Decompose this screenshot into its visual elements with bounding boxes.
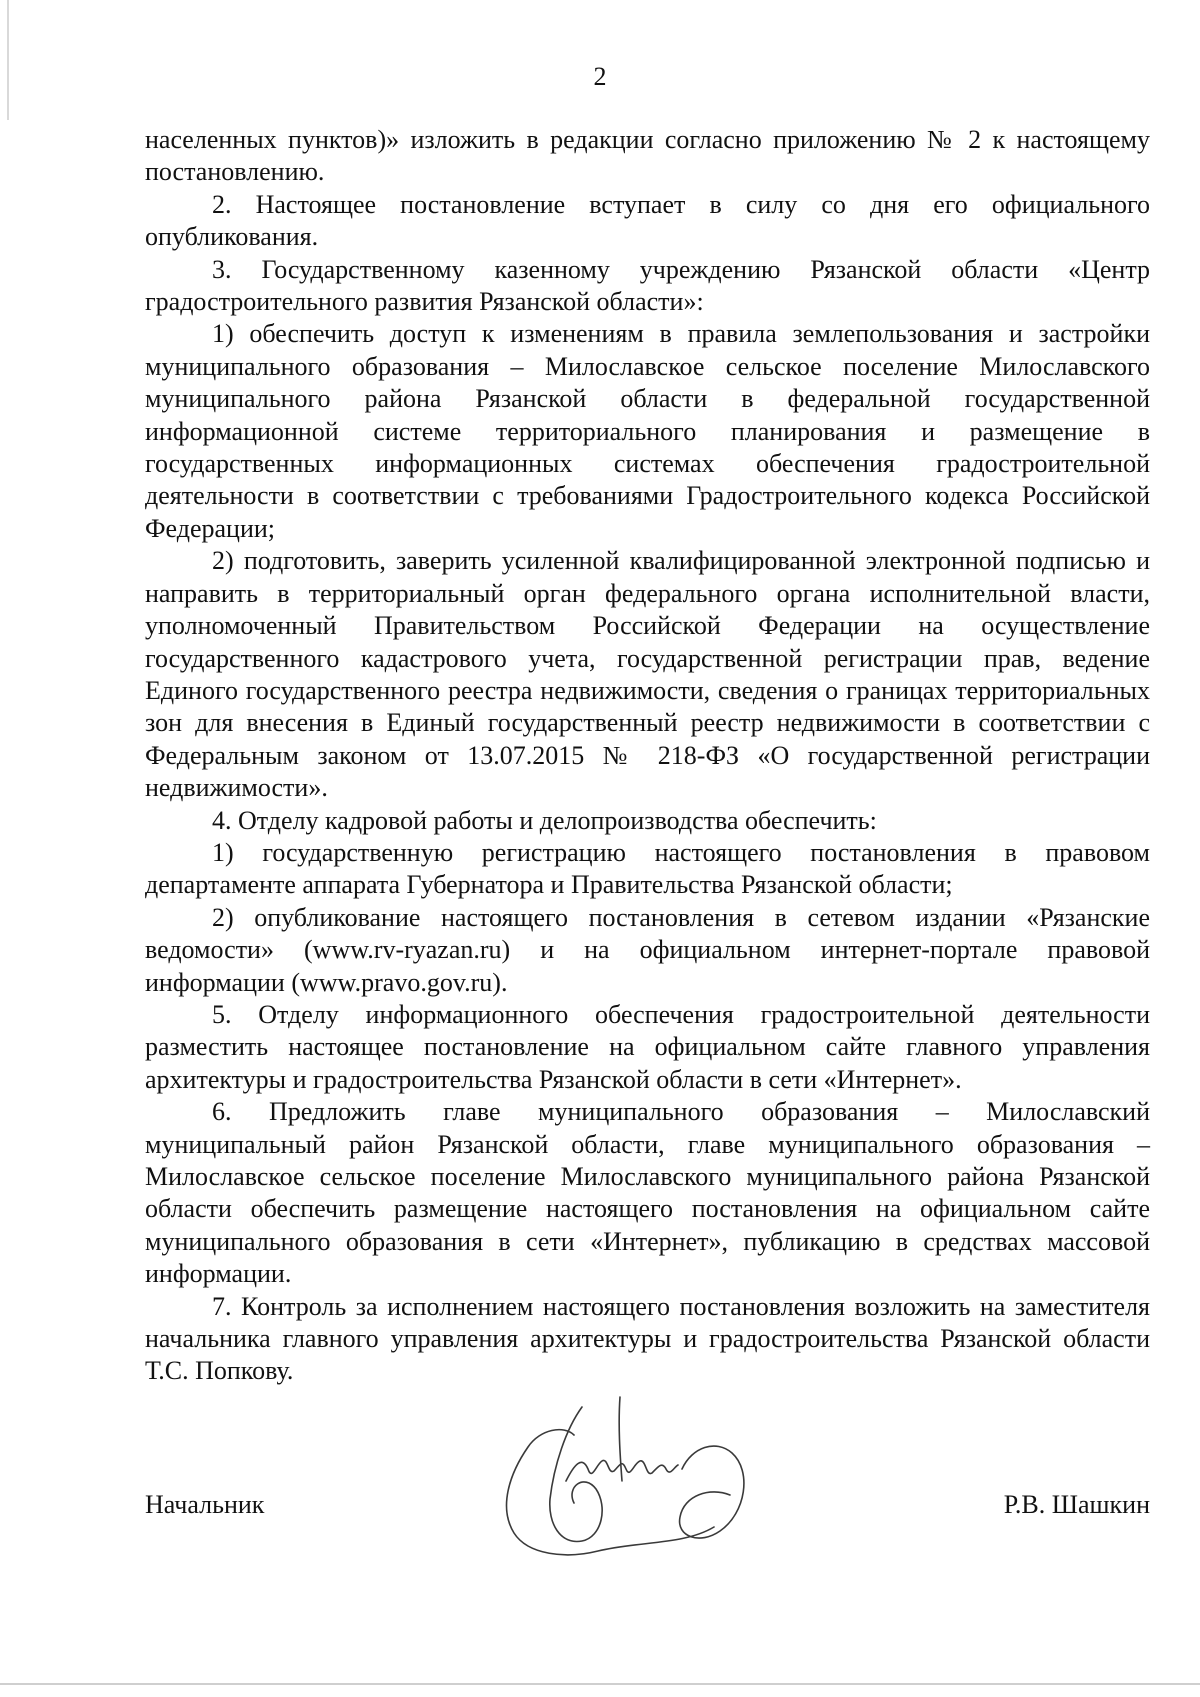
paragraph-item-3-2: 2) подготовить, заверить усиленной квалифицированной электронной подписью и направить в территориальный орган федерального органа исполнительной власти, уполномоченный Правительством Российской Федерации на осуществление государственного кадастрового учета, государственной регистрации прав, ведение Единого государственного реестра недвижимости, сведения о границах территориальных зон для внесения в Единый государственный реестр недвижимости в соответствии с Федеральным законом от 13.07.2015 № 218-ФЗ «О государственной регистрации недвижимости». bbox=[145, 546, 1150, 803]
paragraph-item-3-1: 1) обеспечить доступ к изменениям в правила землепользования и застройки муниципального образования – Милославское сельское поселение Милославского муниципального района Рязанской области в федеральной государственной информационной системе территориального планирования и размещение в государственных информационных системах обеспечения градостроительной деятельности в соответствии с требованиями Градостроительного кодекса Российской Федерации; bbox=[145, 319, 1150, 543]
signatory-position: Начальник bbox=[145, 1490, 265, 1519]
document-body bbox=[145, 124, 1150, 1388]
signature-block bbox=[145, 1490, 1150, 1530]
scan-edge-bottom bbox=[0, 1683, 1200, 1685]
paragraph-item-4-1: 1) государственную регистрацию настоящего постановления в правовом департаменте аппарата Губернатора и Правительства Рязанской области; bbox=[145, 837, 1150, 900]
paragraph-item-3: 3. Государственному казенному учреждению Рязанской области «Центр градостроительного развития Рязанской области»: bbox=[145, 254, 1150, 317]
handwritten-signature bbox=[470, 1395, 770, 1565]
paragraph-item-7: 7. Контроль за исполнением настоящего постановления возложить на заместителя начальника главного управления архитектуры и градостроительства Рязанской области Т.С. Попкову. bbox=[145, 1291, 1150, 1386]
signatory-name: Р.В. Шашкин bbox=[1003, 1490, 1150, 1519]
paragraph-item-2: 2. Настоящее постановление вступает в силу со дня его официального опубликования. bbox=[145, 189, 1150, 252]
scan-edge-left bbox=[7, 0, 9, 120]
page-number: 2 bbox=[593, 62, 607, 91]
paragraph-item-5: 5. Отделу информационного обеспечения градостроительной деятельности разместить настоящее постановление на официальном сайте главного управления архитектуры и градостроительства Рязанской области в сети «Интернет». bbox=[145, 999, 1150, 1094]
paragraph-item-4: 4. Отделу кадровой работы и делопроизводства обеспечить: bbox=[212, 805, 877, 835]
paragraph-item-4-2: 2) опубликование настоящего постановления в сетевом издании «Рязанские ведомости» (www.rv-ryazan.ru) и на официальном интернет-портале правовой информации (www.pravo.gov.ru). bbox=[145, 902, 1150, 997]
paragraph-continuation: населенных пунктов)» изложить в редакции согласно приложению № 2 к настоящему постановлению. bbox=[145, 125, 1150, 187]
paragraph-item-6: 6. Предложить главе муниципального образования – Милославский муниципальный район Рязанской области, главе муниципального образования – Милославское сельское поселение Милославского муниципального района Рязанской области обеспечить размещение настоящего постановления на официальном сайте муниципального образования в сети «Интернет», публикацию в средствах массовой информации. bbox=[145, 1097, 1150, 1289]
